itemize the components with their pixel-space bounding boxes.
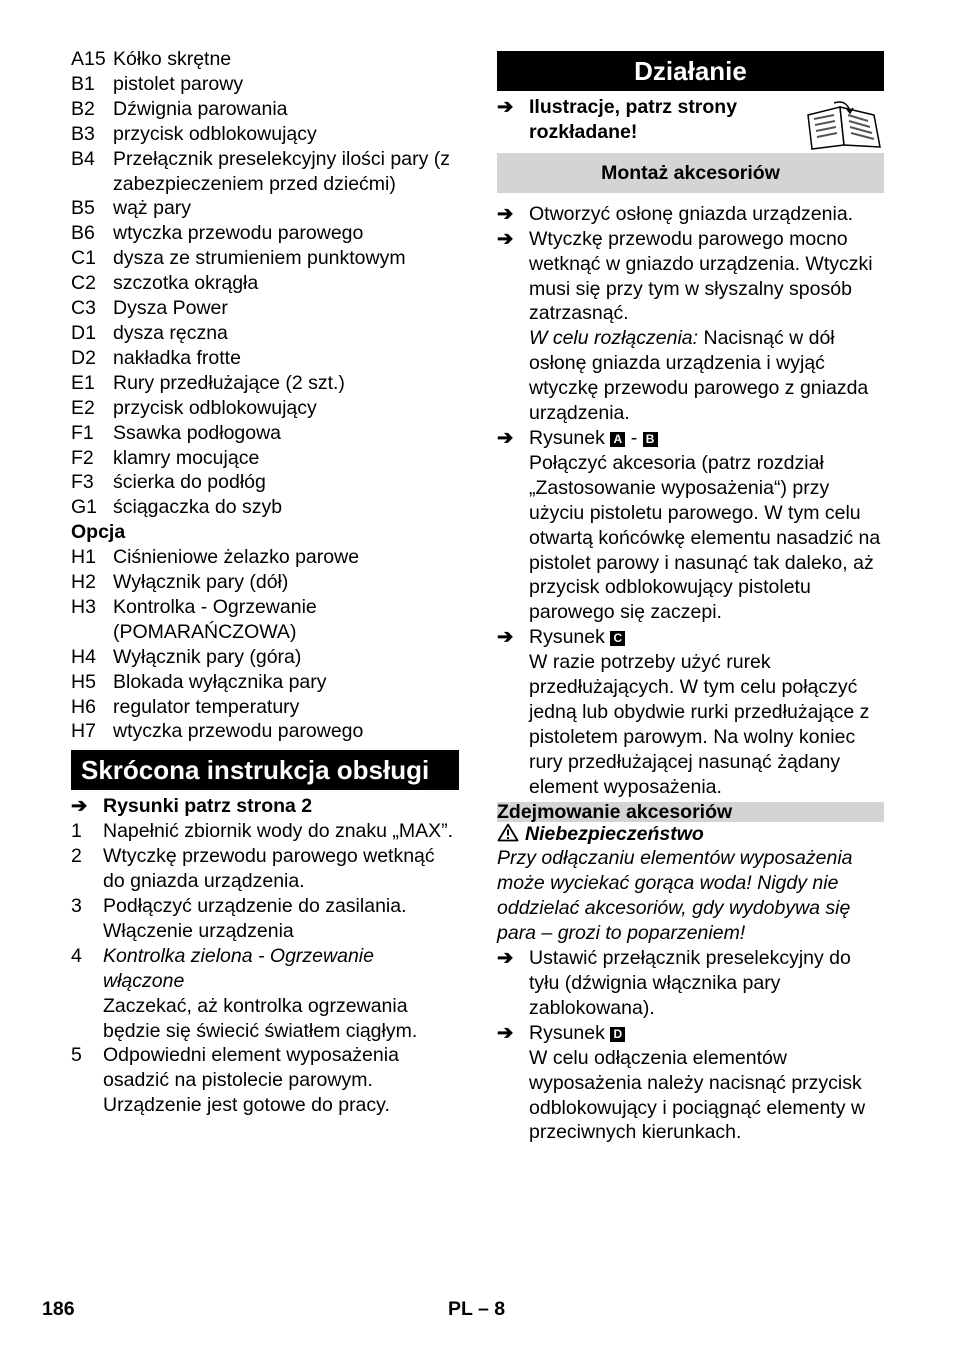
item-text: Ssawka podłogowa: [113, 421, 282, 444]
mount-step-text: Wtyczkę przewodu parowego mocno wetknąć w gniazdo urządzenia. Wtyczki musi się przy tym w słyszalny sposób zatrzasnąć.: [529, 227, 873, 325]
danger-heading: [497, 822, 884, 847]
item-text: ścierka do podłóg: [113, 471, 266, 494]
left-column: [71, 47, 459, 1118]
list-item: [71, 196, 459, 221]
item-text: Przełącznik preselekcyjny ilości pary (z zabezpieczeniem przed dziećmi): [113, 147, 451, 195]
step-text: Odpowiedni element wyposażenia osadzić na pistolecie parowym. Urządzenie jest gotowe do pracy.: [103, 1044, 399, 1117]
figure-ab-body: [529, 426, 884, 625]
mount-step-text: Otworzyć osłonę gniazda urządzenia.: [529, 202, 854, 225]
figure-ab-text: Połączyć akcesoria (patrz rozdział „Zastosowanie wyposażenia“) przy użyciu pistoletu parowego. W tym celu otwartą końcówkę elementu nasadzić na pistolet parowy i nasunąć tak daleko, aż przycisk odblokowujący pistoletu parowego się zaczepi.: [529, 451, 881, 624]
quick-guide-note: [71, 794, 459, 819]
item-code: H6: [71, 695, 96, 718]
disconnect-text: Nacisnąć w dół osłonę gniazda urządzenia i wyjąć wtyczkę przewodu parowego z gniazda urządzenia.: [529, 327, 869, 425]
figure-d-body: [529, 1021, 884, 1146]
arrow-right-icon: ➔: [71, 795, 88, 818]
list-item: [71, 495, 459, 520]
item-text: pistolet parowy: [113, 72, 244, 95]
arrow-right-icon: ➔: [497, 96, 514, 118]
list-item: [71, 321, 459, 346]
figure-ab-step: [497, 426, 884, 625]
illustrations-note: [497, 95, 884, 145]
figure-a-label: A: [610, 432, 625, 447]
list-item: [71, 545, 459, 570]
item-code: B5: [71, 197, 95, 220]
mount-section-title: Montaż akcesoriów: [497, 153, 884, 193]
item-code: C2: [71, 272, 96, 295]
step-number: 4: [71, 944, 82, 967]
item-text: Rury przedłużające (2 szt.): [113, 371, 345, 394]
arrow-right-icon: ➔: [497, 626, 514, 649]
option-heading: Opcja: [71, 521, 126, 544]
item-code: C1: [71, 247, 96, 270]
figure-d-text: W celu odłączenia elementów wyposażenia należy nacisnąć przycisk odblokowujący i pociągnąć elementy w przeciwnych kierunkach.: [529, 1046, 866, 1144]
list-item: [71, 670, 459, 695]
list-item: [71, 246, 459, 271]
list-item: [71, 346, 459, 371]
item-code: H4: [71, 645, 96, 668]
list-item: [71, 695, 459, 720]
mount-step-1: [497, 202, 884, 227]
item-text: szczotka okrągła: [113, 272, 259, 295]
item-text: dysza ze strumieniem punktowym: [113, 247, 406, 270]
item-text: regulator temperatury: [113, 695, 300, 718]
warning-triangle-icon: [497, 823, 519, 842]
list-item: [71, 595, 459, 645]
parts-list: [71, 47, 459, 520]
item-text: Dysza Power: [113, 297, 228, 320]
item-text: Kółko skrętne: [113, 48, 232, 70]
item-code: H2: [71, 571, 96, 594]
item-text: Wyłącznik pary (dół): [113, 571, 289, 594]
step-text: Wtyczkę przewodu parowego wetknąć do gniazda urządzenia.: [103, 845, 435, 893]
item-code: G1: [71, 496, 98, 519]
step-text: Napełnić zbiornik wody do znaku „MAX”.: [103, 820, 454, 843]
step-2: [71, 844, 459, 894]
list-item: [71, 122, 459, 147]
figure-c-step: [497, 625, 884, 799]
page-label: PL – 8: [448, 1298, 506, 1320]
danger-text: Przy odłączaniu elementów wyposażenia może wyciekać gorąca woda! Nigdy nie oddzielać akcesoriów, gdy wydobywa się para – grozi to poparzeniem!: [497, 847, 853, 945]
list-item: [71, 97, 459, 122]
list-item: [71, 221, 459, 246]
remove-step-text: Ustawić przełącznik preselekcyjny do tyłu (dźwignia włącznika pary zablokowana).: [529, 947, 851, 1019]
item-code: H5: [71, 670, 96, 693]
operation-title: Działanie: [497, 51, 884, 91]
item-code: H1: [71, 546, 96, 569]
item-text: nakładka frotte: [113, 346, 241, 369]
disconnect-paragraph: [529, 326, 884, 426]
right-column: [497, 47, 884, 1145]
list-item: [71, 570, 459, 595]
list-item: [71, 446, 459, 471]
item-code: D2: [71, 346, 96, 369]
item-text: Kontrolka - Ogrzewanie (POMARAŃCZOWA): [113, 595, 317, 643]
step-text: Zaczekać, aż kontrolka ogrzewania będzie się świecić światłem ciągłym.: [103, 994, 418, 1042]
item-code: B2: [71, 97, 95, 120]
arrow-right-icon: ➔: [497, 227, 514, 250]
figure-c-label: C: [610, 631, 625, 646]
step-text: Podłączyć urządzenie do zasilania. Włączenie urządzenia: [103, 895, 407, 942]
remove-step-1: [497, 946, 884, 1021]
list-item: [71, 396, 459, 421]
item-text: klamry mocujące: [113, 446, 260, 469]
figure-word: Rysunek: [529, 626, 605, 649]
remove-section-title: Zdejmowanie akcesoriów: [497, 802, 884, 822]
item-text: Dźwignia parowania: [113, 97, 288, 120]
item-code: F3: [71, 471, 94, 494]
mount-step-2: [497, 227, 884, 426]
figure-word: Rysunek: [529, 426, 605, 449]
item-code: A15: [71, 48, 106, 70]
item-code: F2: [71, 446, 94, 469]
figure-ab-reference: [529, 426, 884, 451]
figure-d-label: D: [610, 1027, 625, 1042]
list-item: [71, 47, 459, 72]
item-text: Ciśnieniowe żelazko parowe: [113, 546, 360, 569]
item-text: wtyczka przewodu parowego: [113, 720, 364, 743]
arrow-right-icon: ➔: [497, 202, 514, 225]
step-4-body: [103, 944, 459, 1044]
arrow-right-icon: ➔: [497, 947, 514, 970]
open-booklet-icon: [804, 101, 884, 151]
item-code: E2: [71, 396, 95, 419]
item-text: Blokada wyłącznika pary: [113, 670, 327, 693]
step-4: [71, 944, 459, 1044]
step-3: [71, 894, 459, 944]
arrow-right-icon: ➔: [497, 426, 514, 449]
step-status-text: Kontrolka zielona - Ogrzewanie włączone: [103, 944, 374, 992]
item-code: B1: [71, 72, 95, 95]
item-text: Wyłącznik pary (góra): [113, 645, 302, 668]
illustrations-note-text: Ilustracje, patrz strony rozkładane!: [529, 96, 738, 143]
list-item: [71, 371, 459, 396]
figure-word: Rysunek: [529, 1021, 605, 1044]
figure-d-reference: [529, 1021, 884, 1046]
item-text: dysza ręczna: [113, 321, 228, 344]
figure-c-reference: [529, 625, 884, 650]
list-item: [71, 645, 459, 670]
step-number: 1: [71, 820, 82, 843]
figure-b-label: B: [643, 432, 658, 447]
list-item: [71, 147, 459, 197]
danger-label: Niebezpieczeństwo: [525, 822, 704, 845]
list-item: [71, 421, 459, 446]
figure-c-body: [529, 625, 884, 799]
item-code: E1: [71, 371, 95, 394]
figure-c-text: W razie potrzeby użyć rurek przedłużających. W tym celu połączyć jedną lub obydwie rurki przedłużające z pistoletem parowym. Na wolny koniec rury przedłużającej nasunąć żądany element wyposażenia.: [529, 651, 870, 798]
mount-step-2-body: [529, 227, 884, 426]
item-code: H3: [71, 595, 96, 618]
arrow-right-icon: ➔: [497, 1021, 514, 1044]
item-code: H7: [71, 720, 96, 743]
item-code: C3: [71, 297, 96, 320]
item-text: przycisk odblokowujący: [113, 122, 317, 145]
item-code: F1: [71, 421, 94, 444]
step-5: [71, 1043, 459, 1118]
list-item: [71, 470, 459, 495]
disconnect-label: W celu rozłączenia:: [529, 327, 699, 350]
list-item: [71, 719, 459, 744]
item-text: przycisk odblokowujący: [113, 396, 317, 419]
step-number: 5: [71, 1044, 82, 1067]
item-code: B4: [71, 147, 95, 170]
list-item: [71, 296, 459, 321]
step-number: 2: [71, 845, 82, 868]
quick-guide-note-text: Rysunki patrz strona 2: [103, 795, 313, 818]
figure-separator: -: [630, 426, 638, 449]
figure-d-step: [497, 1021, 884, 1146]
list-item: [71, 271, 459, 296]
page-number: 186: [42, 1298, 75, 1320]
options-list: [71, 545, 459, 744]
quick-guide-title: Skrócona instrukcja obsługi: [71, 750, 459, 790]
item-code: D1: [71, 321, 96, 344]
step-number: 3: [71, 895, 82, 917]
step-1: [71, 819, 459, 844]
item-text: ściągaczka do szyb: [113, 496, 283, 519]
item-code: B3: [71, 122, 95, 145]
item-text: wąż pary: [113, 197, 192, 220]
item-code: B6: [71, 222, 95, 245]
list-item: [71, 72, 459, 97]
item-text: wtyczka przewodu parowego: [113, 222, 364, 245]
